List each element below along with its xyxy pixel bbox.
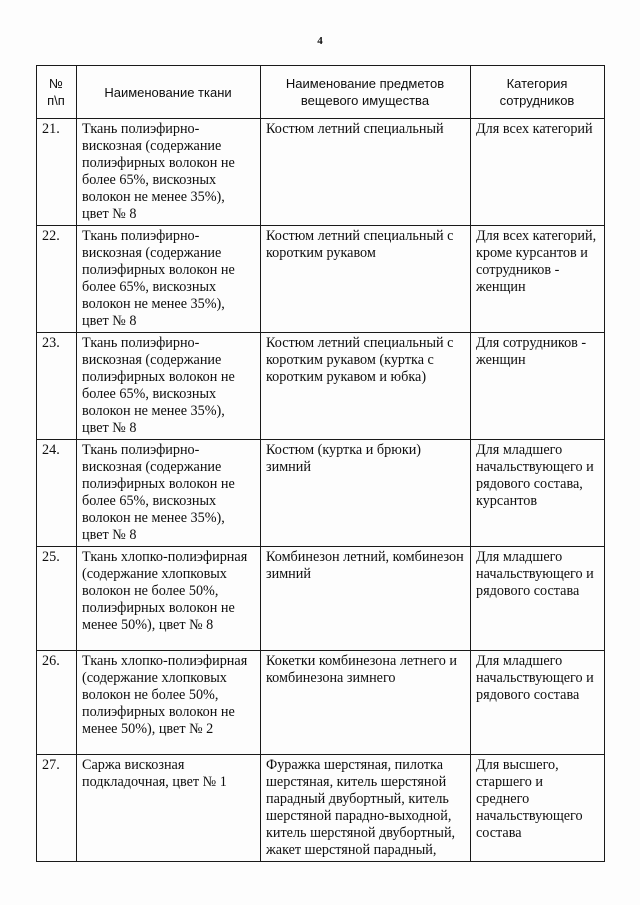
row-category: Для высшего, старшего и среднего начальствующего состава (471, 755, 605, 862)
row-items: Костюм летний специальный с коротким рукавом (куртка с коротким рукавом и юбка) (261, 333, 471, 440)
row-category: Для младшего начальствующего и рядового состава (471, 547, 605, 651)
row-fabric: Ткань полиэфирно-вискозная (содержание полиэфирных волокон не более 65%, вискозных волокон не менее 35%), цвет № 8 (77, 226, 261, 333)
row-items: Костюм (куртка и брюки) зимний (261, 440, 471, 547)
row-number: 26. (37, 651, 77, 755)
row-category: Для младшего начальствующего и рядового состава, курсантов (471, 440, 605, 547)
row-fabric: Ткань полиэфирно-вискозная (содержание полиэфирных волокон не более 65%, вискозных волокон не менее 35%), цвет № 8 (77, 119, 261, 226)
row-category: Для всех категорий, кроме курсантов и сотрудников - женщин (471, 226, 605, 333)
row-fabric: Ткань полиэфирно-вискозная (содержание полиэфирных волокон не более 65%, вискозных волокон не менее 35%), цвет № 8 (77, 333, 261, 440)
row-category: Для всех категорий (471, 119, 605, 226)
row-items: Костюм летний специальный с коротким рукавом (261, 226, 471, 333)
row-items: Комбинезон летний, комбинезон зимний (261, 547, 471, 651)
header-employee-category: Категория сотрудников (471, 66, 605, 119)
row-fabric: Саржа вискозная подкладочная, цвет № 1 (77, 755, 261, 862)
row-items: Фуражка шерстяная, пилотка шерстяная, китель шерстяной парадный двубортный, китель шерстяной парадно-выходной, китель шерстяной двубортный, жакет шерстяной парадный, (261, 755, 471, 862)
table-row (37, 333, 605, 440)
table-row (37, 547, 605, 651)
header-fabric-name: Наименование ткани (77, 66, 261, 119)
row-items: Кокетки комбинезона летнего и комбинезона зимнего (261, 651, 471, 755)
table-row (37, 226, 605, 333)
table-row (37, 440, 605, 547)
row-category: Для сотрудников - женщин (471, 333, 605, 440)
row-fabric: Ткань хлопко-полиэфирная (содержание хлопковых волокон не более 50%, полиэфирных волокон не менее 50%), цвет № 8 (77, 547, 261, 651)
header-number: № п\п (37, 66, 77, 119)
row-fabric: Ткань хлопко-полиэфирная (содержание хлопковых волокон не более 50%, полиэфирных волокон не менее 50%), цвет № 2 (77, 651, 261, 755)
fabric-table (36, 65, 605, 862)
row-number: 27. (37, 755, 77, 862)
row-fabric: Ткань полиэфирно-вискозная (содержание полиэфирных волокон не более 65%, вискозных волокон не менее 35%), цвет № 8 (77, 440, 261, 547)
row-category: Для младшего начальствующего и рядового состава (471, 651, 605, 755)
table-row (37, 651, 605, 755)
header-item-name: Наименование предметов вещевого имущества (261, 66, 471, 119)
row-number: 21. (37, 119, 77, 226)
row-items: Костюм летний специальный (261, 119, 471, 226)
row-number: 22. (37, 226, 77, 333)
table-header-row (37, 66, 605, 119)
row-number: 23. (37, 333, 77, 440)
page-number: 4 (317, 35, 323, 47)
table-row (37, 755, 605, 862)
table-row (37, 119, 605, 226)
row-number: 25. (37, 547, 77, 651)
row-number: 24. (37, 440, 77, 547)
